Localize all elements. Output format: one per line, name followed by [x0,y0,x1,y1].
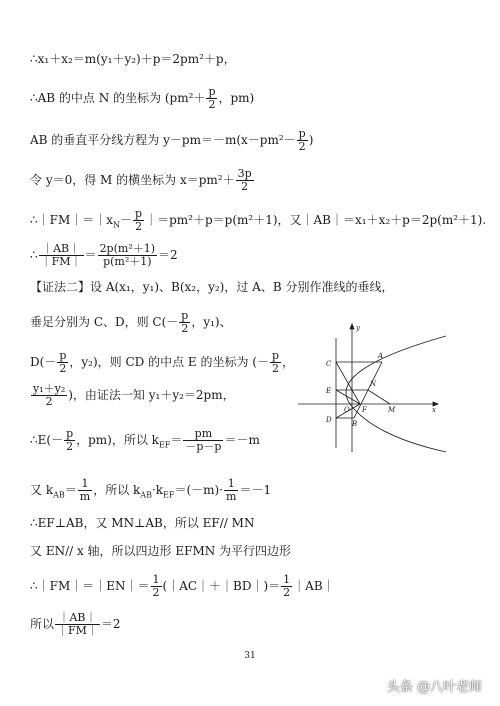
label-D: D [326,416,332,424]
line-11-text-b: ，pm)，所以 k [76,433,159,447]
fraction-slope-ef: $\frac{pm}{-p-p}$ [185,427,222,453]
fraction-p-over-2: $\frac{p}{2}$ [208,85,216,111]
parabola-figure [296,318,448,454]
line-11-text-c: ＝－m [224,433,260,447]
line-1-text: ∴x₁＋x₂＝m(y₁＋y₂)＋p＝2pm²＋p， [30,52,236,66]
label-A: A [378,352,384,360]
proof-line-14 [30,544,291,558]
line-12-text-e: ＝－1 [239,483,272,497]
line-8-text-b: ，y₁)、 [191,315,232,329]
line-CF [336,362,360,404]
page-number: 31 [244,651,256,661]
line-12-text-d: ＝(－m)· [174,483,223,497]
proof-line-12: 又 $k_{AB}=$ $\frac{1}{m}$ ，所以 $k_{AB}\cdot k_{EF}=(-m)\cdot$ $\frac{1}{m}$ ＝－1 [30,477,272,503]
proof-line-16 [30,612,121,637]
subscript-ab: AB [53,490,65,500]
proof-line-13 [30,516,254,530]
label-F: F [362,406,367,414]
y-axis-arrow [350,324,354,329]
proof-line-11: ∴E(－ $\frac{p}{2}$ ，pm)，所以 $k_{EF}=$ $\frac{pm}{-p-p}$ ＝－m [30,427,260,453]
line-14-text: 又 EN// x 轴，所以四边形 EFMN 为平行四边形 [30,544,292,558]
line-11-text-a: ∴E(－ [30,433,64,447]
label-O: O [344,406,350,414]
line-16-text-a: 所以 [30,617,55,631]
line-9-text-c: ， [282,355,295,369]
proof-line-8 [30,310,232,335]
line-13-text: ∴EF⊥AB，又 MN⊥AB，所以 EF// MN [30,516,255,530]
subscript-ef: EF [163,490,175,500]
proof-line-5: $\therefore|FM|=|x_N-$ $\frac{p}{2}$ ｜＝pm²＋p＝p(m²＋1)，又｜AB｜＝x₁＋x₂＋p＝2p(m²＋1). [30,207,487,233]
line-6-text-a: ∴ [30,248,38,262]
fraction-p-over-2: $\frac{p}{2}$ [59,349,67,375]
label-C: C [326,360,332,368]
fraction-p-over-2: $\frac{p}{2}$ [135,207,143,233]
fraction-ab-over-fm: $\frac{|AB|}{|FM|}$ [40,242,82,268]
fraction-1-over-2: $\frac{1}{2}$ [152,573,160,599]
fraction-3p-over-2: $\frac{3p}{2}$ [237,167,252,193]
label-N: N [370,380,377,388]
proof-line-4 [30,168,255,193]
line-5-text-a: ∴｜FM｜＝｜x [30,213,114,227]
label-E: E [326,387,332,395]
line-15-text-a: ∴｜FM｜＝｜EN｜＝ [30,579,150,593]
fraction-y1y2-over-2: $\frac{\text{y₁＋y₂}}{2}$ [33,382,66,408]
fraction-ratio: $\frac{\text{2p(m²＋1)}}{\text{p(m²＋1)}}$ [99,242,156,268]
fraction-p-over-2: $\frac{p}{2}$ [298,127,306,153]
line-15-text-c: ｜AB｜ [293,579,335,593]
proof-line-9 [30,350,294,375]
line-15-text-b: (｜AC｜＋｜BD｜)＝ [162,579,281,593]
line-3-text-a: AB 的垂直平分线方程为 y－pm＝－m(x－pm²－ [30,133,296,147]
label-B: B [352,420,358,428]
proof-line-7 [30,280,393,294]
proof-line-10 [30,383,235,408]
subscript-n: N [113,220,121,230]
subscript-ab: AB [140,490,152,500]
line-6-text-b: ＝ [84,248,97,262]
fraction-1-over-m: $\frac{1}{m}$ [79,477,91,503]
label-y: y [356,324,360,332]
line-16-text-b: ＝2 [100,617,121,631]
watermark-text: 头条 @八叶老师 [386,680,482,695]
line-NM [368,390,390,404]
proof-line-6 [30,243,178,268]
line-3-text-b: ) [308,133,314,147]
fraction-p-over-2: $\frac{p}{2}$ [271,349,279,375]
line-2-text-b: ，pm) [218,91,255,105]
fraction-p-over-2: $\frac{p}{2}$ [66,427,74,453]
proof-line-15 [30,574,335,599]
line-8-text-a: 垂足分别为 C、D，则 C(－ [30,315,179,329]
line-4-text-a: 令 y＝0，得 M 的横坐标为 x＝pm²＋ [30,173,235,187]
fraction-1-over-2: $\frac{1}{2}$ [283,573,291,599]
label-M: M [388,406,396,414]
watermark [387,676,482,695]
line-10-text-b: )，由证法一知 y₁＋y₂＝2pm， [68,388,235,402]
line-12-text-a: 又 k [30,483,54,497]
fraction-1-over-m: $\frac{1}{m}$ [226,477,237,503]
line-12-text-c: ·k [151,483,164,497]
subscript-ef: EF [158,440,171,450]
line-9-text-a: D(－ [30,355,57,369]
parabola-curve [346,336,446,452]
line-7-text: 【证法二】设 A(x₁，y₁)、B(x₂，y₂)，过 A、B 分别作准线的垂线， [30,280,394,294]
fraction-ab-over-fm: $\frac{|AB|}{|FM|}$ [57,611,98,637]
proof-line-1 [30,52,236,66]
line-5-text-b: ｜＝pm²＋p＝p(m²＋1)，又｜AB｜＝x₁＋x₂＋p＝2p(m²＋1). [145,213,487,227]
line-2-text-a: ∴AB 的中点 N 的坐标为 (pm²＋ [30,91,206,105]
proof-line-2 [30,86,254,111]
proof-line-3 [30,128,313,153]
line-6-text-c: ＝2 [158,248,178,262]
line-12-text-b: ，所以 k [93,483,141,497]
fraction-p-over-2: $\frac{p}{2}$ [181,309,189,335]
line-9-text-b: ，y₂)，则 CD 的中点 E 的坐标为 (－ [69,355,269,369]
label-x: x [432,406,436,414]
